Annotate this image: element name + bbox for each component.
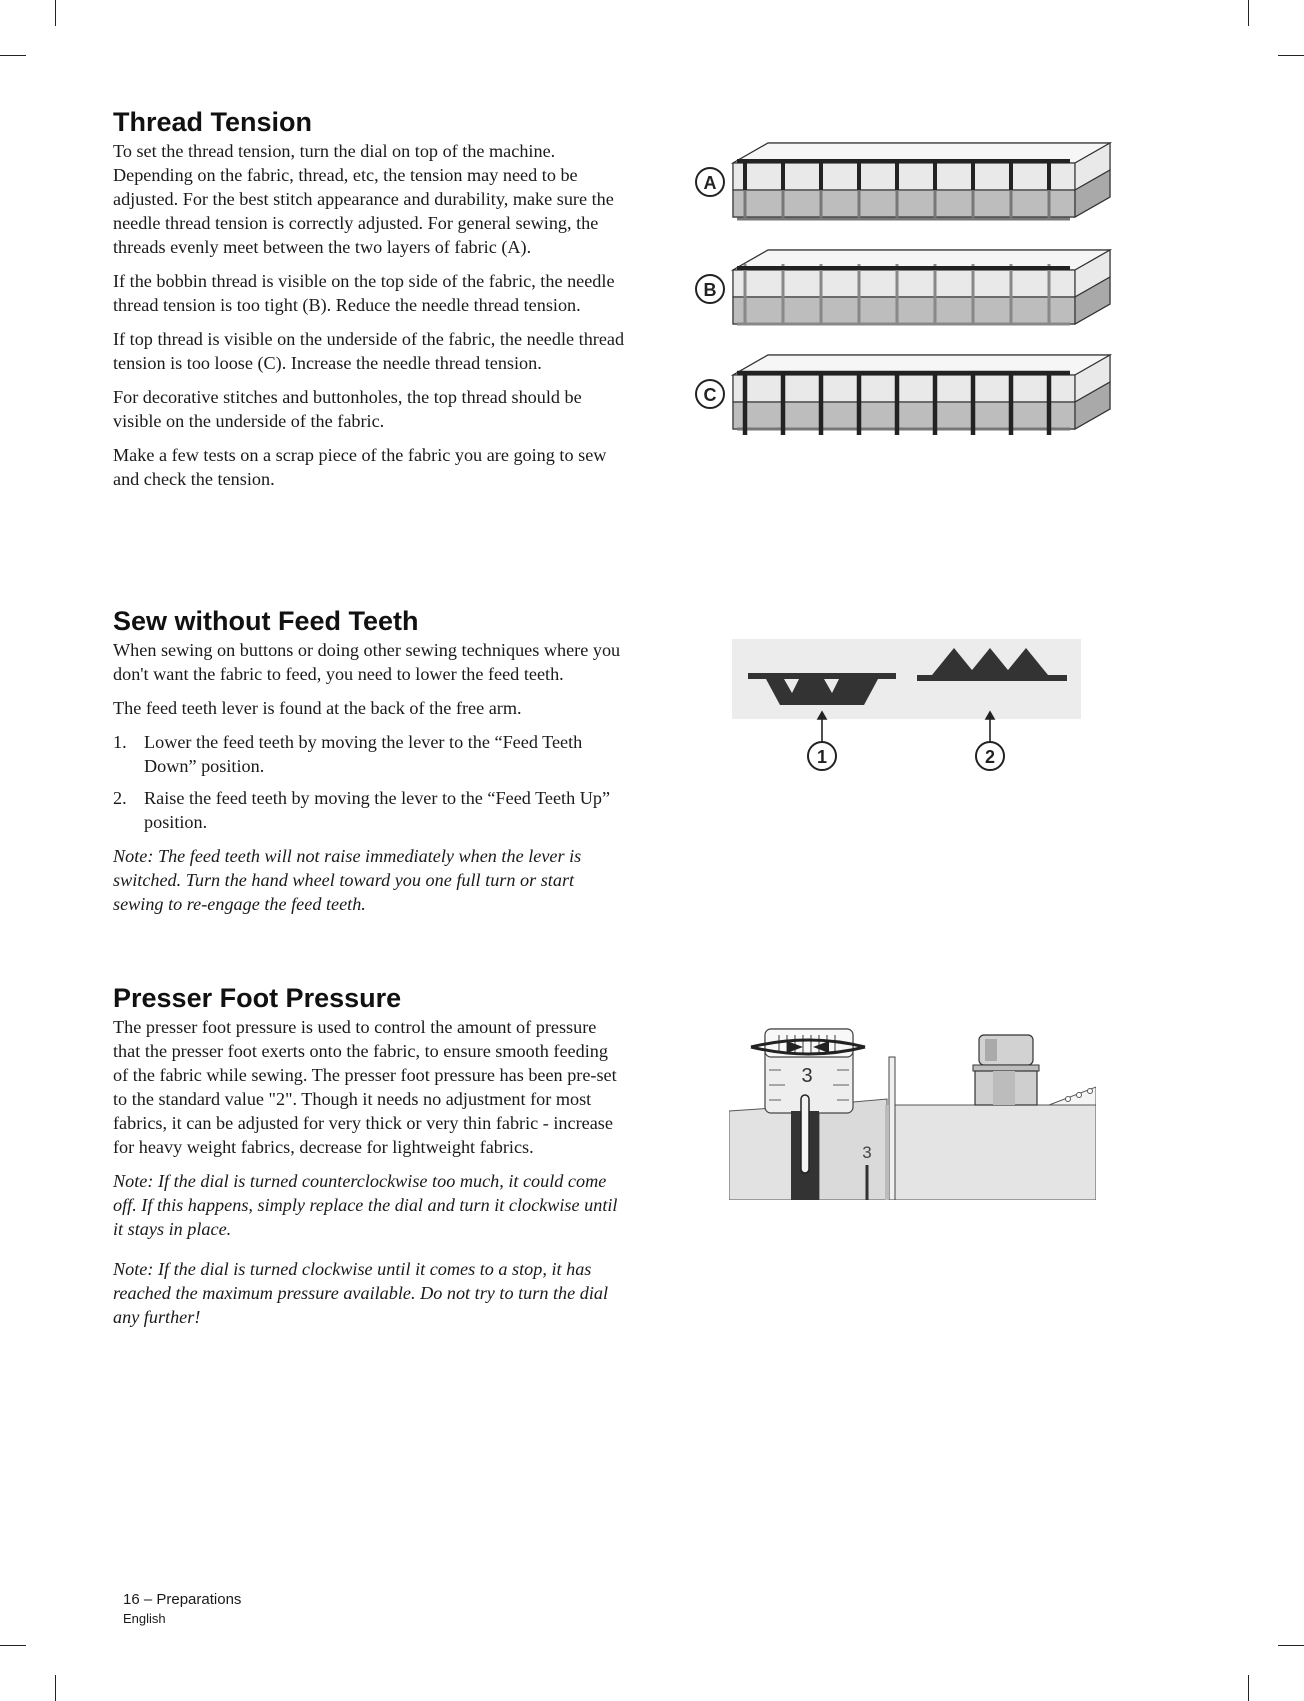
crop-mark [55, 0, 56, 26]
presser-foot-note: Note: If the dial is turned clockwise until it comes to a stop, it has reached the maximum pressure available. Do not try to turn the dial any further! [113, 1259, 609, 1327]
feed-teeth-section [113, 606, 625, 926]
thread-tension-section [113, 107, 625, 501]
crop-mark [55, 1675, 56, 1701]
figure-label-c: C [703, 385, 717, 405]
feed-teeth-paragraph: The feed teeth lever is found at the back of the free arm. [113, 698, 522, 718]
step-text: Raise the feed teeth by moving the lever to the “Feed Teeth Up” position. [144, 788, 611, 832]
thread-tension-figure [685, 135, 1115, 435]
page-footer [123, 1590, 241, 1627]
dial-value: 3 [801, 1065, 813, 1087]
step-number: 2. [113, 788, 127, 808]
figure-label-1: 1 [816, 747, 828, 767]
crop-mark [1278, 1645, 1304, 1646]
crop-mark [1248, 1675, 1249, 1701]
tension-correct-diagram [696, 143, 1110, 219]
thread-tension-paragraph: Make a few tests on a scrap piece of the fabric you are going to sew and check the tension. [113, 445, 607, 489]
thread-tension-paragraph: If the bobbin thread is visible on the top side of the fabric, the needle thread tension is too tight (B). Reduce the needle thread tension. [113, 271, 615, 315]
presser-foot-heading: Presser Foot Pressure [113, 983, 402, 1013]
page-number: 16 – Preparations [123, 1591, 242, 1608]
scale-value: 3 [862, 1143, 872, 1162]
feed-teeth-figure [732, 639, 1084, 777]
crop-mark [1248, 0, 1249, 26]
crop-mark [0, 1645, 26, 1646]
presser-foot-paragraph: The presser foot pressure is used to control the amount of pressure that the presser foot exerts onto the fabric, to ensure smooth feeding of the fabric while sewing. The presser foot pressure has been pre-set to the standard value "2". Though it needs no adjustment for most fabrics, it can be adjusted for very thick or very thin fabric - increase for heavy weight fabrics, decrease for lightweight fabrics. [113, 1017, 617, 1157]
thread-tension-paragraph: If top thread is visible on the underside of the fabric, the needle thread tension is too loose (C). Increase the needle thread tension. [113, 329, 625, 373]
step-text: Lower the feed teeth by moving the lever to the “Feed Teeth Down” position. [144, 732, 583, 776]
thread-tension-heading: Thread Tension [113, 107, 313, 137]
feed-teeth-paragraph: When sewing on buttons or doing other sewing techniques where you don't want the fabric to feed, you need to lower the feed teeth. [113, 640, 621, 684]
crop-mark [1278, 55, 1304, 56]
language-label: English [123, 1611, 166, 1626]
tension-too-tight-diagram [696, 250, 1110, 324]
figure-label-a: A [703, 173, 717, 193]
tension-too-loose-diagram [696, 355, 1110, 435]
presser-foot-section [113, 983, 625, 1339]
presser-foot-note: Note: If the dial is turned counterclockwise too much, it could come off. If this happens, simply replace the dial and turn it clockwise until it stays in place. [113, 1171, 618, 1239]
feed-teeth-note: Note: The feed teeth will not raise immediately when the lever is switched. Turn the hand wheel toward you one full turn or start sewing to re-engage the feed teeth. [113, 846, 582, 914]
figure-label-b: B [703, 280, 717, 300]
feed-teeth-steps [113, 730, 625, 834]
list-item [113, 730, 625, 778]
list-item [113, 786, 625, 834]
feed-teeth-heading: Sew without Feed Teeth [113, 606, 419, 636]
crop-mark [0, 55, 26, 56]
presser-foot-figure [729, 1025, 1096, 1200]
thread-tension-paragraph: For decorative stitches and buttonholes, the top thread should be visible on the underside of the fabric. [113, 387, 582, 431]
screw-head [973, 1035, 1039, 1105]
step-number: 1. [113, 732, 127, 752]
thread-tension-paragraph: To set the thread tension, turn the dial on top of the machine. Depending on the fabric, thread, etc, the tension may need to be adjusted. For the best stitch appearance and durability, make sure the needle thread tension is correctly adjusted. For general sewing, the threads evenly meet between the two layers of fabric (A). [113, 141, 614, 257]
figure-label-2: 2 [984, 747, 996, 767]
